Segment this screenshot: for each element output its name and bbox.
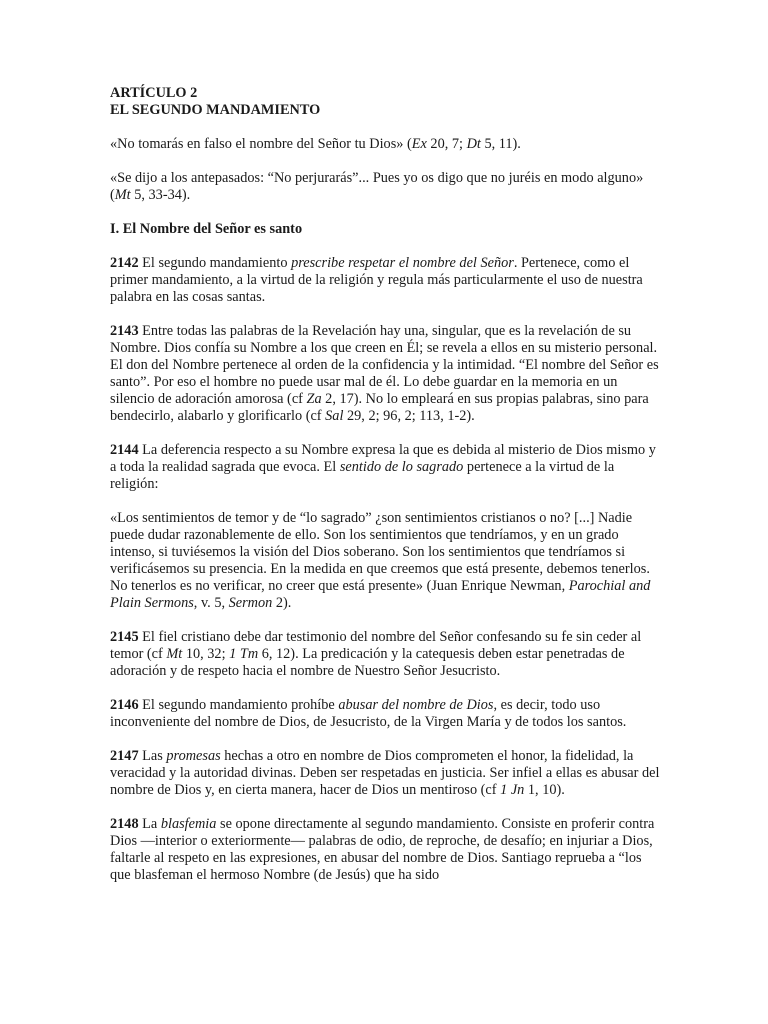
paragraph-text: . Pertenece, como el primer mandamiento, a la virtud de la religión y regula más particularmente el uso de nuestra palabra en las cosas santas. [110,255,643,305]
quote-text: 2). [272,595,292,611]
epigraph-1 [110,136,660,153]
paragraph-text: Las [138,748,167,764]
epigraph-text: 5, 33-34). [130,187,191,203]
article-heading [110,85,660,119]
paragraph-2144 [110,442,660,493]
paragraph-2147 [110,748,660,799]
paragraph-2145 [110,629,660,680]
paragraph-number: 2148 [110,816,139,832]
scripture-ref: Za [306,391,322,407]
article-title: EL SEGUNDO MANDAMIENTO [110,102,321,118]
paragraph-text: 2, 17). No lo empleará en sus propias palabras, sino para bendecirlo, alabarlo y glorificarlo (cf [110,391,649,424]
paragraph-text: hechas a otro en nombre de Dios comprometen el honor, la fidelidad, la veracidad y la autoridad divinas. Deben ser respetadas en justicia. Ser infiel a ellas es abusar del nombre de Dios y, en cierta manera, hacer de Dios un mentiroso (cf [110,748,660,798]
quote-text: «Los sentimientos de temor y de “lo sagrado” ¿son sentimientos cristianos o no? [...] Nadie puede dudar razonablemente de ello. Son los sentimientos que tendríamos, y en un grado intenso, si tuviésemos la visión del Dios soberano. Son los sentimientos que tendríamos si verificásemos su presencia. En la medida en que creemos que está presente, debemos tenerlos. No tenerlos es no verificar, no creer que está presente» (Juan Enrique Newman, [110,510,650,594]
paragraph-2146 [110,697,660,731]
paragraph-number: 2142 [110,255,139,271]
emphasis-text: abusar del nombre de Dios [338,697,494,713]
paragraph-text: La deferencia respecto a su Nombre expresa la que es debida al misterio de Dios mismo y a toda la realidad sagrada que evoca. El [110,442,656,475]
scripture-ref: Mt [114,187,131,203]
paragraph-text: 6, 12). La predicación y la catequesis deben estar penetradas de adoración y de respeto hacia el nombre de Nuestro Señor Jesucristo. [110,646,625,679]
paragraph-number: 2146 [110,697,139,713]
epigraph-text: 20, 7; [426,136,467,152]
paragraph-number: 2144 [110,442,139,458]
paragraph-text: El fiel cristiano debe dar testimonio del nombre del Señor confesando su fe sin ceder al temor (cf [110,629,642,662]
paragraph-text: se opone directamente al segundo mandamiento. Consiste en proferir contra Dios —interior o exteriormente— palabras de odio, de reproche, de desafío; en injuriar a Dios, faltarle al respeto en las expresiones, en abusar del nombre de Dios. Santiago reprueba a “los que blasfeman el hermoso Nombre (de Jesús) que ha sido [110,816,655,883]
epigraph-text: «Se dijo a los antepasados: “No perjurarás”... Pues yo os digo que no juréis en modo alguno» ( [110,170,644,203]
paragraph-text: El segundo mandamiento [138,255,292,271]
scripture-ref: 1 Tm [229,646,259,662]
citation-title: Parochial and Plain Sermons [110,578,651,611]
paragraph-text: La [138,816,161,832]
scripture-ref: Sal [325,408,344,424]
epigraph-text: «No tomarás en falso el nombre del Señor tu Dios» ( [110,136,412,152]
epigraph-2 [110,170,660,204]
section-title: I. El Nombre del Señor es santo [110,221,303,237]
paragraph-text: El segundo mandamiento prohíbe [138,697,339,713]
emphasis-text: sentido de lo sagrado [339,459,464,475]
paragraph-2148 [110,816,660,884]
paragraph-text: 29, 2; 96, 2; 113, 1-2). [343,408,475,424]
emphasis-text: prescribe respetar el nombre del Señor [291,255,514,271]
scripture-ref: 1 Jn [500,782,525,798]
document-page [110,85,660,901]
paragraph-number: 2143 [110,323,139,339]
newman-quote [110,510,660,612]
paragraph-text: pertenece a la virtud de la religión: [110,459,615,492]
paragraph-2143 [110,323,660,425]
citation-title: Sermon [228,595,273,611]
emphasis-text: promesas [166,748,221,764]
paragraph-text: , es decir, todo uso inconveniente del nombre de Dios, de Jesucristo, de la Virgen María y de todos los santos. [110,697,627,730]
paragraph-2142 [110,255,660,306]
paragraph-number: 2147 [110,748,139,764]
article-label: ARTÍCULO 2 [110,85,198,101]
paragraph-text: 1, 10). [524,782,565,798]
paragraph-text: 10, 32; [182,646,230,662]
emphasis-text: blasfemia [160,816,217,832]
paragraph-number: 2145 [110,629,139,645]
quote-text: , v. 5, [193,595,229,611]
scripture-ref: Ex [411,136,427,152]
epigraph-text: 5, 11). [480,136,521,152]
scripture-ref: Dt [466,136,481,152]
scripture-ref: Mt [166,646,183,662]
paragraph-text: Entre todas las palabras de la Revelación hay una, singular, que es la revelación de su Nombre. Dios confía su Nombre a los que creen en Él; se revela a ellos en su misterio personal. El don del Nombre pertenece al orden de la confidencia y la intimidad. “El nombre del Señor es santo”. Por eso el hombre no puede usar mal de él. Lo debe guardar en la memoria en un silencio de adoración amorosa (cf [110,323,659,407]
